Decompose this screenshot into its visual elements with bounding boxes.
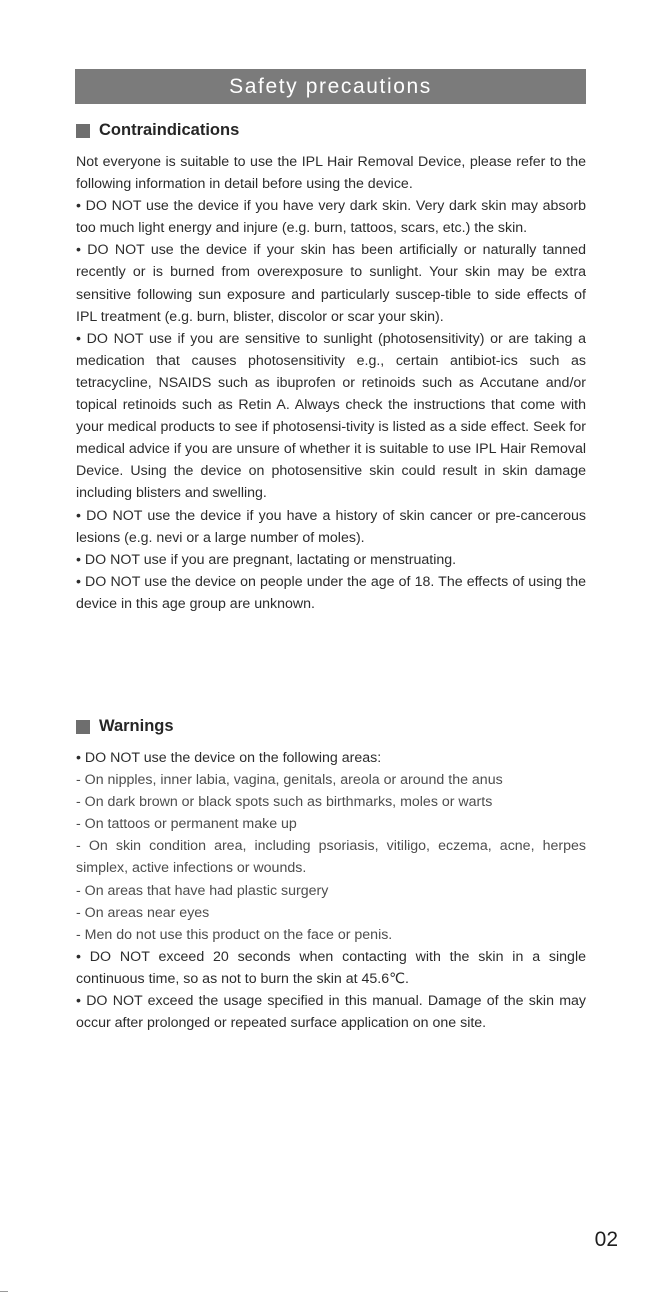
- warning-item: • DO NOT use the device on the following areas:: [76, 750, 382, 766]
- warning-subitem: - On skin condition area, including psoriasis, vitiligo, eczema, acne, herpes simplex, active infections or wounds.: [76, 838, 586, 877]
- warning-subitem: - On areas that have had plastic surgery: [76, 882, 329, 899]
- section-marker-icon: [76, 720, 90, 734]
- contraindication-item: • DO NOT use the device on people under the age of 18. The effects of using the device in this age group are unknown.: [76, 573, 586, 612]
- warning-subitem: - On dark brown or black spots such as birthmarks, moles or warts: [76, 794, 493, 811]
- warnings-heading: [76, 717, 174, 736]
- warnings-heading-label: Warnings: [99, 717, 174, 735]
- warning-item: • DO NOT exceed the usage specified in this manual. Damage of the skin may occur after prolonged or repeated surface application on one site.: [76, 993, 586, 1032]
- contraindication-item: • DO NOT use the device if your skin has been artificially or naturally tanned recently or is burned from overexposure to sunlight. Your skin may be extra sensitive following sun exposure and particularly suscep-tible to side effects of IPL treatment (e.g. burn, blister, discolor or scar your skin).: [76, 242, 586, 325]
- warnings-body: [76, 747, 586, 1034]
- page-title: Safety precautions: [75, 69, 586, 104]
- warning-subitem: - On tattoos or permanent make up: [76, 816, 297, 833]
- warning-subitem: - Men do not use this product on the face or penis.: [76, 926, 393, 943]
- warning-subitem: - On areas near eyes: [76, 904, 210, 921]
- warning-subitem: - On nipples, inner labia, vagina, genitals, areola or around the anus: [76, 772, 503, 789]
- page-number: 02: [594, 1228, 618, 1251]
- warning-item: • DO NOT exceed 20 seconds when contacting with the skin in a single continuous time, so as not to burn the skin at 45.6℃.: [76, 948, 586, 987]
- contraindication-item: • DO NOT use if you are pregnant, lactating or menstruating.: [76, 551, 457, 568]
- contraindication-item: • DO NOT use the device if you have very dark skin. Very dark skin may absorb too much light energy and injure (e.g. burn, tattoos, scars, etc.) the skin.: [76, 198, 586, 237]
- contraindications-intro: Not everyone is suitable to use the IPL Hair Removal Device, please refer to the following information in detail before using the device.: [76, 154, 586, 193]
- contraindications-heading-label: Contraindications: [99, 121, 240, 139]
- contraindications-heading: [76, 121, 239, 140]
- contraindication-item: • DO NOT use if you are sensitive to sunlight (photosensitivity) or are taking a medication that causes photosensitivity e.g., certain antibiot-ics such as tetracycline, NSAIDS such as ibuprofen or retinoids such as Accutane and/or topical retinoids such as Retin A. Always check the instructions that come with your medical products to see if photosensi-tivity is listed as a side effect. Seek for medical advice if you are unsure of whether it is suitable to use IPL Hair Removal Device. Using the device on photosensitive skin could result in skin damage including blisters and swelling.: [76, 330, 586, 502]
- contraindications-body: [76, 151, 586, 615]
- contraindication-item: • DO NOT use the device if you have a history of skin cancer or pre-cancerous lesions (e.g. nevi or a large number of moles).: [76, 507, 586, 546]
- section-marker-icon: [76, 124, 90, 138]
